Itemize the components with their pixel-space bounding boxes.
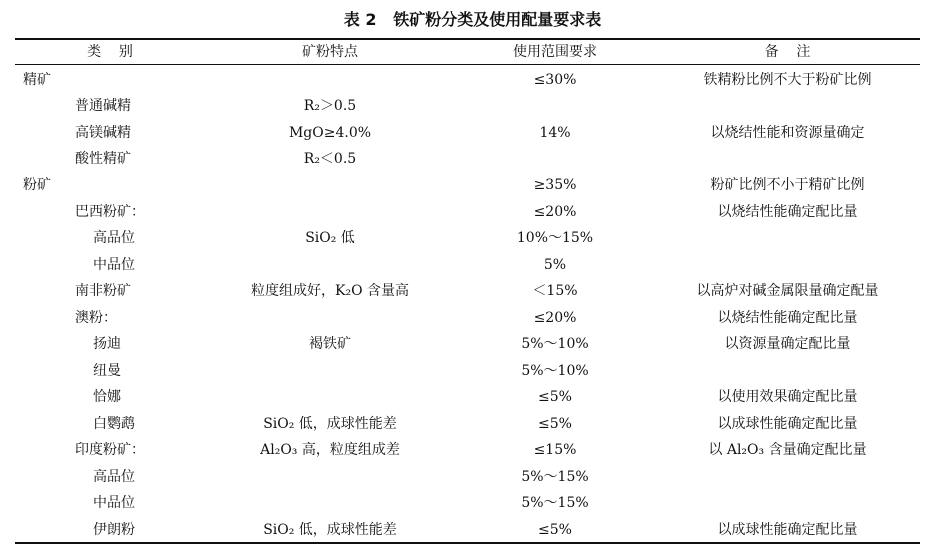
row-category: 高品位 <box>93 230 135 246</box>
row-note: 以 Al₂O₃ 含量确定配比量 <box>708 442 867 458</box>
table-row <box>15 490 920 516</box>
table-row <box>15 199 920 225</box>
table-row <box>15 437 920 463</box>
row-feature <box>205 305 455 331</box>
row-note: 以烧结性能确定配比量 <box>717 310 858 326</box>
row-feature <box>205 490 455 516</box>
row-feature: 褐铁矿 <box>309 336 351 352</box>
table-row <box>15 146 920 172</box>
row-range: ≤20% <box>533 204 577 220</box>
row-note: 以烧结性能确定配比量 <box>717 204 858 220</box>
row-range: ＜15% <box>532 283 578 299</box>
row-category: 恰娜 <box>93 389 121 405</box>
row-range: 5%～15% <box>521 495 589 511</box>
row-note <box>655 252 920 278</box>
bottom-rule <box>15 542 920 544</box>
table-row <box>15 384 920 410</box>
table-row <box>15 278 920 304</box>
row-range: 5% <box>543 257 567 273</box>
row-range: ≤5% <box>538 416 572 432</box>
row-note: 以使用效果确定配比量 <box>717 389 858 405</box>
table-row <box>15 358 920 384</box>
row-feature: SiO₂ 低 <box>305 230 355 246</box>
row-range: ≤30% <box>533 72 577 88</box>
row-range: 5%～15% <box>521 469 589 485</box>
row-feature <box>205 358 455 384</box>
row-note: 铁精粉比例不大于粉矿比例 <box>703 72 872 88</box>
row-category: 伊朗粉 <box>93 522 135 538</box>
row-feature: SiO₂ 低，成球性能差 <box>263 522 397 538</box>
row-feature: MgO≥4.0% <box>288 125 372 141</box>
row-feature <box>205 464 455 490</box>
row-category: 印度粉矿： <box>75 442 145 458</box>
row-feature <box>205 67 455 93</box>
table-row <box>15 252 920 278</box>
table-row <box>15 120 920 146</box>
row-feature <box>205 172 455 198</box>
row-note <box>655 146 920 172</box>
row-feature: Al₂O₃ 高，粒度组成差 <box>260 442 400 458</box>
row-range: ≤15% <box>533 442 577 458</box>
row-range <box>455 93 655 119</box>
row-category: 高品位 <box>93 469 135 485</box>
row-range: ≥35% <box>533 177 577 193</box>
row-range: ≤20% <box>533 310 577 326</box>
table-row <box>15 331 920 357</box>
header-range: 使用范围要求 <box>513 44 597 60</box>
table-row <box>15 411 920 437</box>
row-range: 10%～15% <box>516 230 594 246</box>
row-category: 澳粉： <box>75 310 117 326</box>
table-row <box>15 225 920 251</box>
row-note: 以高炉对碱金属限量确定配量 <box>696 283 879 299</box>
row-feature <box>205 199 455 225</box>
row-range: 14% <box>539 125 571 141</box>
row-feature <box>205 384 455 410</box>
row-feature <box>205 252 455 278</box>
row-range: ≤5% <box>538 522 572 538</box>
row-note: 粉矿比例不小于精矿比例 <box>710 177 865 193</box>
row-note <box>655 93 920 119</box>
header-rule <box>15 64 920 65</box>
row-note: 以烧结性能和资源量确定 <box>710 125 865 141</box>
row-note: 以成球性能确定配比量 <box>717 416 858 432</box>
table-row <box>15 464 920 490</box>
row-note <box>655 490 920 516</box>
row-category: 扬迪 <box>93 336 121 352</box>
row-category: 中品位 <box>93 257 135 273</box>
row-category: 中品位 <box>93 495 135 511</box>
table-title: 表 2 铁矿粉分类及使用配量要求表 <box>343 10 602 29</box>
row-category: 高镁碱精 <box>75 125 131 141</box>
table-row <box>15 172 920 198</box>
table-row <box>15 67 920 93</box>
row-category: 白鹦鹉 <box>93 416 135 432</box>
row-range <box>455 146 655 172</box>
table-row <box>15 517 920 543</box>
row-range: ≤5% <box>538 389 572 405</box>
row-note: 以成球性能确定配比量 <box>717 522 858 538</box>
row-note <box>655 358 920 384</box>
row-category: 酸性精矿 <box>75 151 131 167</box>
row-feature: SiO₂ 低，成球性能差 <box>263 416 397 432</box>
table-header-row <box>15 39 920 65</box>
row-category: 南非粉矿 <box>75 283 131 299</box>
row-category: 巴西粉矿： <box>75 204 145 220</box>
row-note: 以资源量确定配比量 <box>724 336 851 352</box>
row-category: 精矿 <box>23 72 51 88</box>
header-note: 备 注 <box>764 44 811 60</box>
header-feature: 矿粉特点 <box>302 44 358 60</box>
row-range: 5%～10% <box>521 336 589 352</box>
row-note <box>655 464 920 490</box>
table-row <box>15 93 920 119</box>
row-category: 纽曼 <box>93 363 121 379</box>
row-category: 普通碱精 <box>75 98 131 114</box>
row-feature: R₂＜0.5 <box>303 151 357 167</box>
row-range: 5%～10% <box>521 363 589 379</box>
row-feature: R₂＞0.5 <box>303 98 357 114</box>
row-feature: 粒度组成好，K₂O 含量高 <box>251 283 409 299</box>
table-row <box>15 305 920 331</box>
row-note <box>655 225 920 251</box>
row-category: 粉矿 <box>23 177 51 193</box>
header-category: 类 别 <box>87 44 133 60</box>
